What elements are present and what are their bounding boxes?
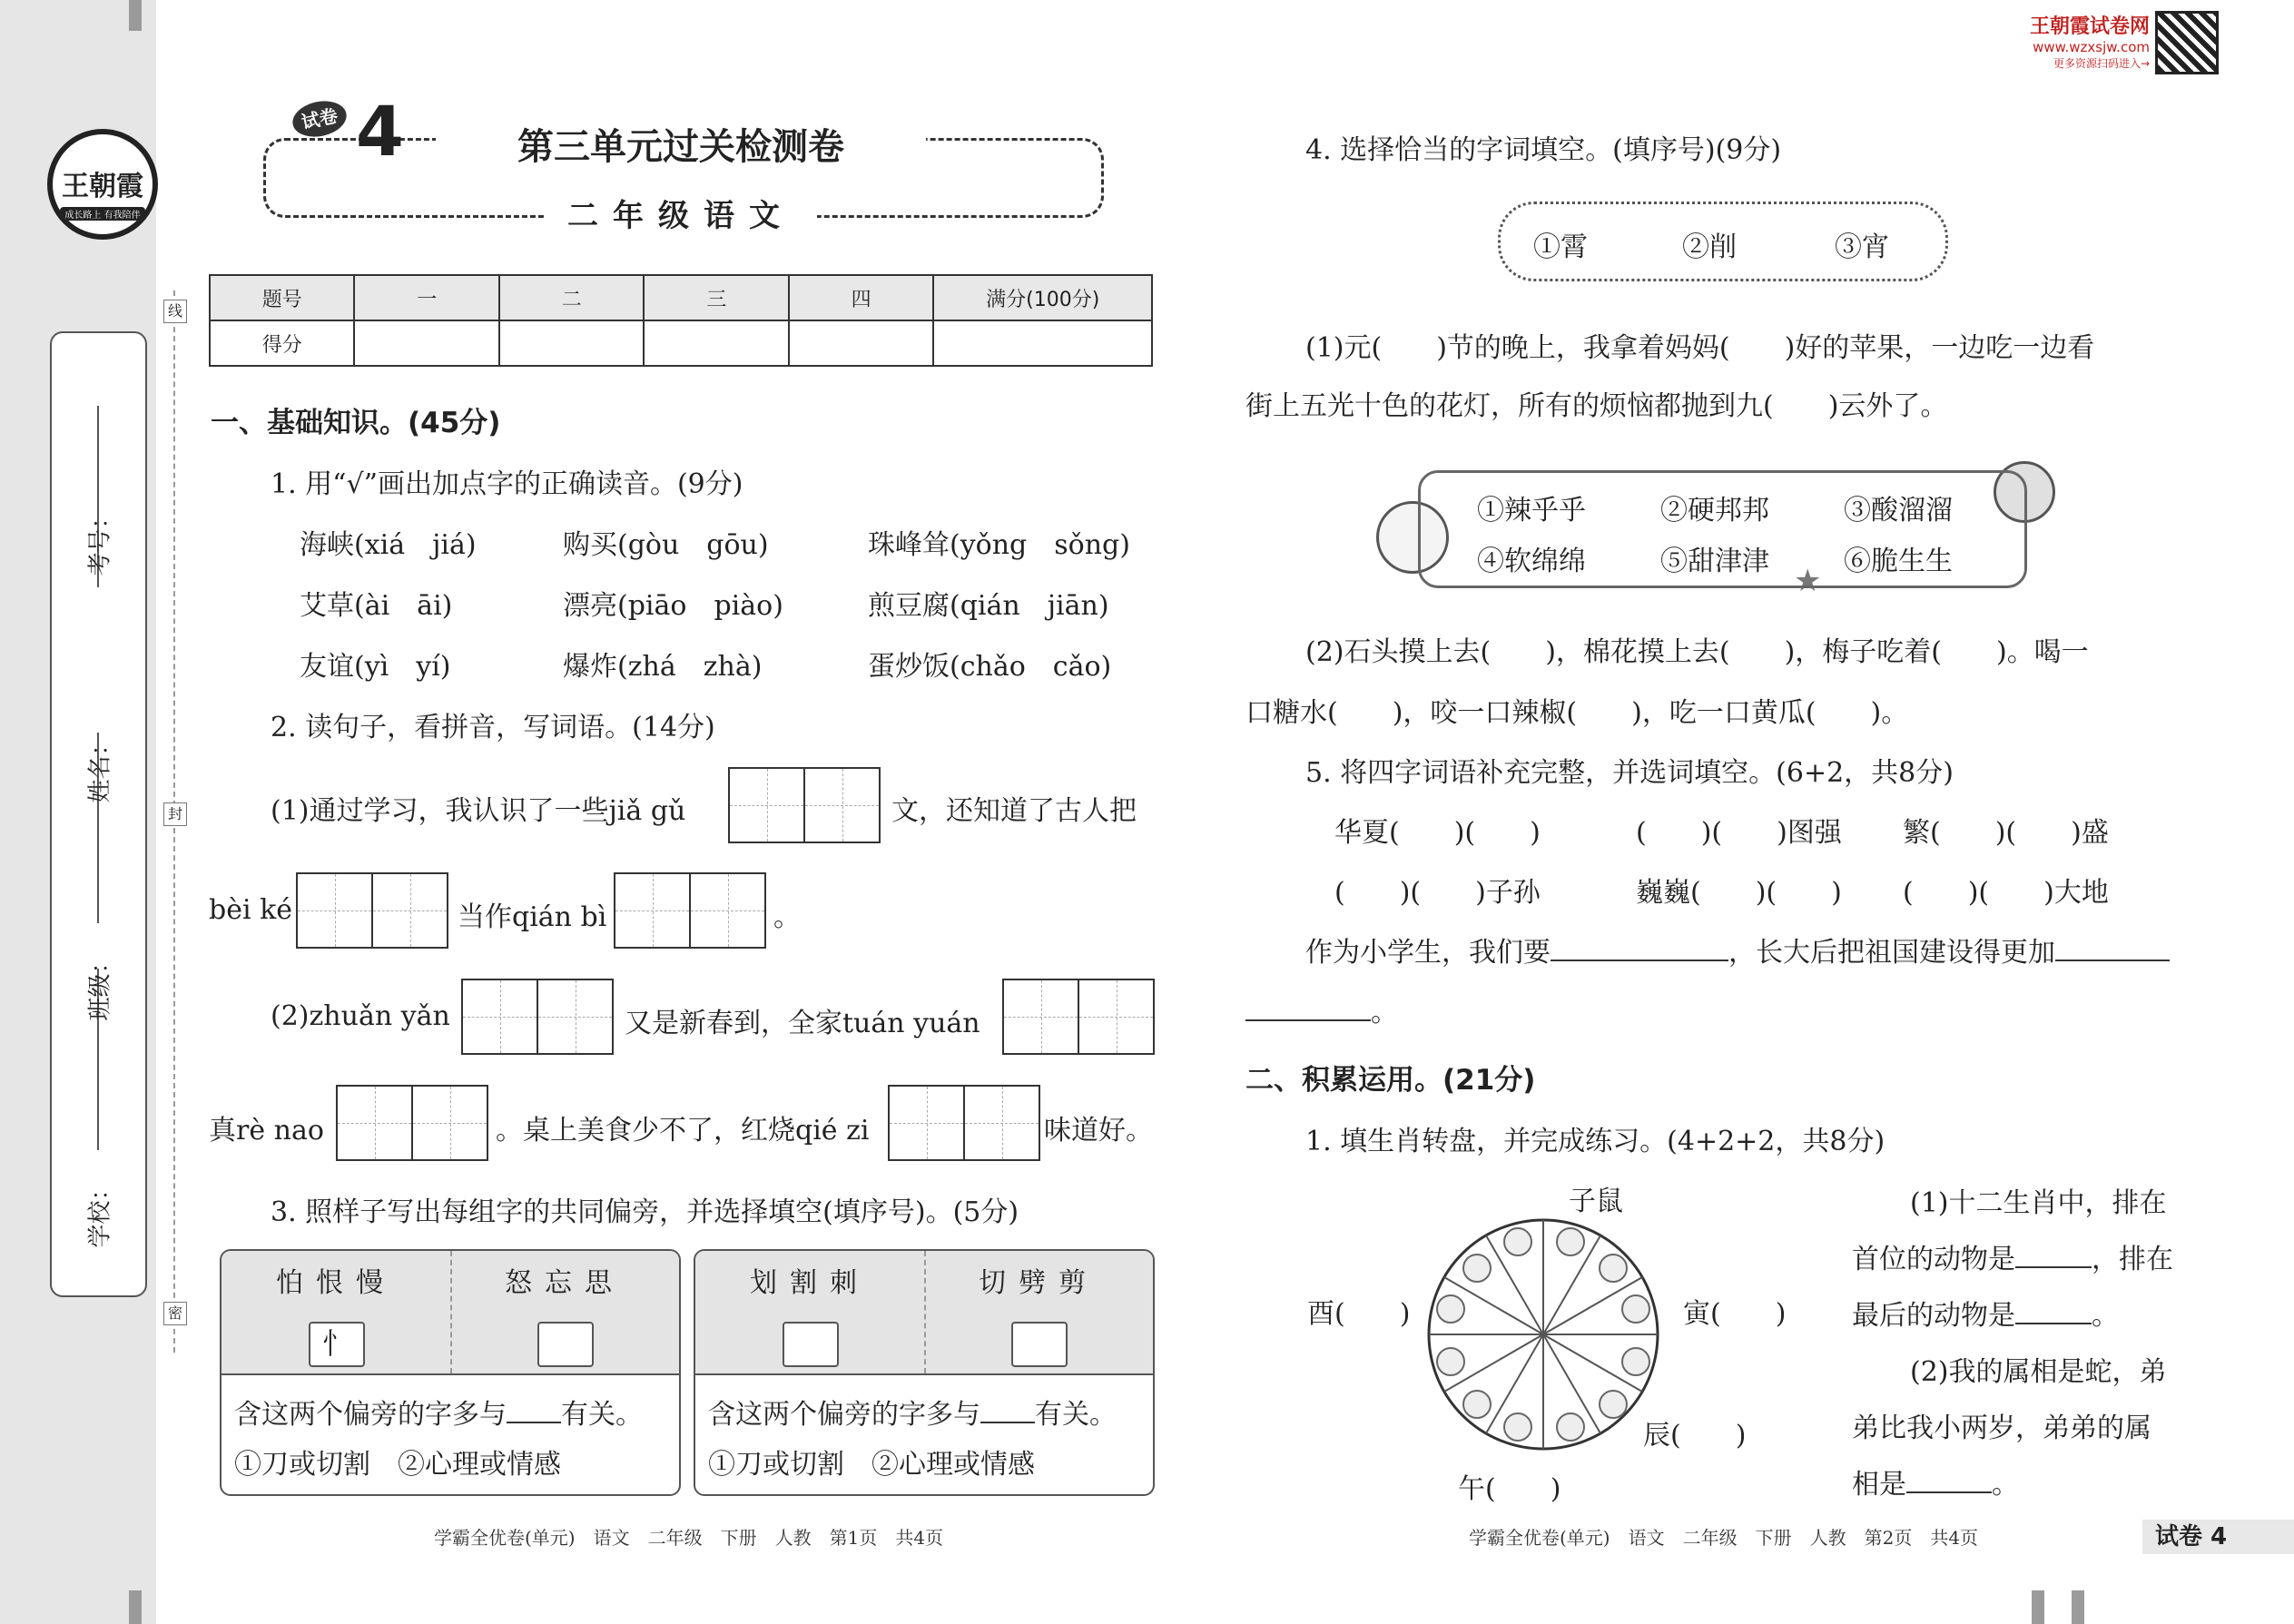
- qr-code-icon[interactable]: [2155, 11, 2219, 74]
- pinyin-item[interactable]: 海峡(xiá jiá): [300, 529, 477, 561]
- q2-line4c: 味道好。: [1044, 1115, 1153, 1147]
- zodiac-q2-line1: (2)我的属相是蛇，弟: [1910, 1356, 2167, 1388]
- wheel-top-label: 子鼠: [1569, 1186, 1623, 1217]
- q1-title: 1. 用“√”画出加点字的正确读音。(9分): [271, 468, 743, 500]
- blank[interactable]: [1245, 1019, 1371, 1021]
- blank[interactable]: [2055, 960, 2170, 961]
- write-grid[interactable]: [888, 1085, 1040, 1161]
- cut-mark-secret: 密: [163, 1302, 187, 1325]
- write-grid[interactable]: [1002, 979, 1155, 1055]
- ox-icon: [1600, 1255, 1627, 1282]
- radical-answer[interactable]: [1011, 1322, 1068, 1367]
- wheel-left-label[interactable]: 酉( ): [1307, 1298, 1411, 1330]
- q4-sentence-1b: 街上五光十色的花灯，所有的烦恼都抛到九( )云外了。: [1245, 390, 1948, 422]
- radical-options: ①刀或切割 ②心理或情感: [234, 1449, 561, 1481]
- q2-title: 2. 读句子，看拼音，写词语。(14分): [271, 712, 715, 743]
- word-options-1: [1498, 202, 1948, 281]
- q5-s2: ，长大后把祖国建设得更加: [1728, 937, 2055, 969]
- dog-icon: [1463, 1255, 1491, 1282]
- score-cell[interactable]: [644, 320, 788, 366]
- score-cell[interactable]: [933, 320, 1152, 366]
- trial-badge: 试卷: [290, 96, 350, 142]
- footer-left: 学霸全优卷(单元) 语文 二年级 下册 人教 第1页 共4页: [434, 1527, 944, 1549]
- score-head-cell: 满分(100分): [933, 275, 1152, 320]
- radical-answer[interactable]: [783, 1322, 839, 1367]
- blank[interactable]: [1551, 960, 1728, 961]
- radical-chars: 切劈剪: [979, 1267, 1098, 1299]
- goat-icon: [1463, 1391, 1491, 1418]
- q2-line4a: 真rè nao: [209, 1115, 324, 1147]
- pinyin-item[interactable]: 煎豆腐(qián jiān): [868, 590, 1109, 622]
- idiom[interactable]: 华夏( )( ): [1334, 817, 1541, 849]
- score-head-cell: 四: [789, 275, 933, 320]
- zodiac-q1-line1: (1)十二生肖中，排在: [1910, 1187, 2167, 1219]
- radical-answer[interactable]: [537, 1322, 594, 1367]
- q4-sentence-1a: (1)元( )节的晚上，我拿着妈妈( )好的苹果，一边吃一边看: [1305, 332, 2095, 364]
- score-cell[interactable]: [789, 320, 933, 366]
- q2-line2b: 当作qián bì: [458, 901, 607, 933]
- pinyin-item[interactable]: 爆炸(zhá zhà): [563, 651, 763, 683]
- blank[interactable]: [980, 1422, 1035, 1423]
- q5-s3: 。: [1371, 997, 1398, 1029]
- brand-block: [1997, 11, 2150, 71]
- bottom-mark: [2072, 1590, 2084, 1624]
- pinyin-item[interactable]: 蛋炒饭(chǎo cǎo): [868, 651, 1112, 683]
- idiom[interactable]: 巍巍( )( ): [1636, 877, 1842, 909]
- wheel-right-label[interactable]: 寅( ): [1683, 1298, 1787, 1330]
- radical-sentence-end: 有关。: [1035, 1399, 1117, 1431]
- brand-slogan: 更多资源扫码进入→: [2053, 57, 2150, 70]
- q2-line3a: (2)zhuǎn yǎn: [271, 1000, 450, 1032]
- idiom[interactable]: ( )( )大地: [1903, 877, 2109, 909]
- zodiac-wheel: [1425, 1216, 1661, 1452]
- rat-icon: [1557, 1228, 1584, 1255]
- section-2-heading: 二、积累运用。(21分): [1245, 1064, 1536, 1097]
- radical-chars: 怕恨慢: [276, 1267, 396, 1299]
- score-head-cell: 二: [499, 275, 644, 320]
- radical-options: ①刀或切割 ②心理或情感: [708, 1449, 1035, 1481]
- write-grid[interactable]: [614, 872, 766, 949]
- score-head-cell: 一: [354, 275, 498, 320]
- zodiac-q2-line2: 弟比我小两岁，弟弟的属: [1852, 1412, 2151, 1444]
- radical-sentence: 含这两个偏旁的字多与: [708, 1399, 980, 1431]
- blank[interactable]: [2015, 1323, 2092, 1324]
- class-label: 班级：: [86, 950, 114, 1021]
- logo-ribbon: 成长路上 有我陪伴: [60, 207, 145, 221]
- q5-sentence-end: [1245, 989, 1398, 1029]
- brand-url[interactable]: www.wzxsjw.com: [2033, 39, 2150, 55]
- score-head-cell: 三: [644, 275, 788, 320]
- radical-box-2: [694, 1249, 1155, 1496]
- student-info-box: [50, 331, 147, 1297]
- radical-answer[interactable]: 忄: [309, 1322, 365, 1367]
- q5-title: 5. 将四字词语补充完整，并选词填空。(6+2，共8分): [1305, 757, 1954, 789]
- pinyin-item[interactable]: 珠峰耸(yǒng sǒng): [868, 529, 1130, 561]
- option: ③酸溜溜: [1844, 495, 1953, 527]
- cut-mark-seal: 封: [163, 802, 187, 826]
- monkey-icon: [1437, 1348, 1464, 1375]
- snake-icon: [1557, 1413, 1584, 1441]
- score-cell[interactable]: [499, 320, 644, 366]
- zodiac-q1-line2: 首位的动物是 ，排在: [1852, 1244, 2173, 1275]
- publisher-logo: [47, 129, 158, 240]
- score-row-label: 得分: [210, 320, 354, 366]
- score-head-cell: 题号: [210, 275, 354, 320]
- bottom-mark: [2032, 1590, 2044, 1624]
- horse-icon: [1504, 1413, 1531, 1441]
- option: ①辣乎乎: [1477, 495, 1586, 527]
- dragon-icon: [1600, 1391, 1627, 1418]
- radical-chars: 怒忘思: [505, 1267, 625, 1299]
- q2-line4b: 。桌上美食少不了，红烧qié zi: [496, 1115, 870, 1147]
- name-label: 姓名：: [86, 732, 114, 803]
- q4-sentence-2b: 口糖水( )，咬一口辣椒( )，吃一口黄瓜( )。: [1245, 697, 1909, 729]
- exam-number-label: 考号：: [86, 505, 114, 576]
- option: ②硬邦邦: [1660, 495, 1769, 527]
- blank[interactable]: [507, 1422, 561, 1423]
- q3-title: 3. 照样子写出每组字的共同偏旁，并选择填空(填序号)。(5分): [271, 1196, 1019, 1228]
- idiom[interactable]: ( )( )子孙: [1334, 877, 1541, 909]
- score-table-head: [210, 275, 1152, 320]
- option: ④软绵绵: [1477, 546, 1586, 577]
- footer-right: 学霸全优卷(单元) 语文 二年级 下册 人教 第2页 共4页: [1469, 1527, 1979, 1549]
- q2-line3b: 又是新春到，全家tuán yuán: [625, 1008, 980, 1039]
- option: ⑤甜津津: [1660, 546, 1769, 577]
- q5-s1: 作为小学生，我们要: [1305, 937, 1551, 969]
- q2-line2c: 。: [773, 901, 801, 933]
- section-1-heading: 一、基础知识。(45分): [211, 407, 501, 439]
- s2-q1-title: 1. 填生肖转盘，并完成练习。(4+2+2，共8分): [1305, 1126, 1885, 1157]
- trial-tab: 试卷 4: [2142, 1520, 2294, 1554]
- radical-chars: 划割刺: [750, 1267, 870, 1299]
- star-icon: ★: [1794, 563, 1822, 599]
- q5-sentence: [1305, 930, 2170, 969]
- radical-sentence-end: 有关。: [561, 1399, 643, 1431]
- write-grid[interactable]: [728, 767, 881, 843]
- blank[interactable]: [2015, 1266, 2092, 1268]
- page-title: 第三单元过关检测卷: [436, 118, 926, 170]
- q4-title: 4. 选择恰当的字词填空。(填序号)(9分): [1305, 134, 1782, 166]
- q2-line1a: (1)通过学习，我认识了一些jiǎ gǔ: [271, 795, 686, 827]
- blank[interactable]: [1906, 1491, 1992, 1493]
- option: ③宵: [1835, 231, 1889, 263]
- score-cell[interactable]: [354, 320, 498, 366]
- zodiac-q1-line3: 最后的动物是 。: [1852, 1300, 2119, 1332]
- radical-sentence: 含这两个偏旁的字多与: [234, 1399, 507, 1431]
- write-grid[interactable]: [461, 979, 614, 1055]
- page-subtitle: 二年级语文: [545, 191, 817, 235]
- idiom[interactable]: 繁( )( )盛: [1903, 817, 2109, 849]
- option: ⑥脆生生: [1844, 546, 1953, 577]
- pinyin-item[interactable]: 艾草(ài āi): [300, 590, 453, 622]
- tiger-icon: [1622, 1295, 1649, 1323]
- wheel-bottom-label[interactable]: 午( ): [1458, 1473, 1561, 1505]
- zodiac-q2-line3: 相是 。: [1852, 1469, 2019, 1501]
- q4-sentence-2a: (2)石头摸上去( )，棉花摸上去( )，梅子吃着( )。喝一: [1305, 636, 2089, 668]
- animal-icon: [1504, 1228, 1531, 1255]
- brand-name: 王朝霞试卷网: [2029, 15, 2150, 38]
- word-options-2: [1418, 470, 2027, 588]
- school-label: 学校：: [86, 1176, 114, 1248]
- pinyin-item[interactable]: 购买(gòu gōu): [563, 529, 769, 561]
- rooster-icon: [1437, 1295, 1464, 1323]
- wheel-br-label[interactable]: 辰( ): [1643, 1420, 1747, 1452]
- logo-name: 王朝霞: [62, 171, 143, 202]
- write-grid[interactable]: [336, 1085, 488, 1161]
- trial-number: 4: [356, 91, 404, 172]
- q2-line2a: bèi ké: [209, 894, 293, 926]
- radical-box-1: [220, 1249, 681, 1496]
- pinyin-item[interactable]: 漂亮(piāo piào): [563, 590, 783, 622]
- score-table-row: [210, 320, 1152, 366]
- cut-mark-line: 线: [163, 300, 187, 323]
- pinyin-item[interactable]: 友谊(yì yí): [300, 651, 451, 683]
- idiom[interactable]: ( )( )图强: [1636, 817, 1842, 849]
- option: ②削: [1682, 231, 1737, 263]
- write-grid[interactable]: [296, 872, 448, 949]
- q2-line1b: 文，还知道了古人把: [891, 795, 1137, 827]
- option: ①霄: [1533, 231, 1588, 263]
- rabbit-icon: [1622, 1348, 1649, 1375]
- score-table: [209, 274, 1153, 367]
